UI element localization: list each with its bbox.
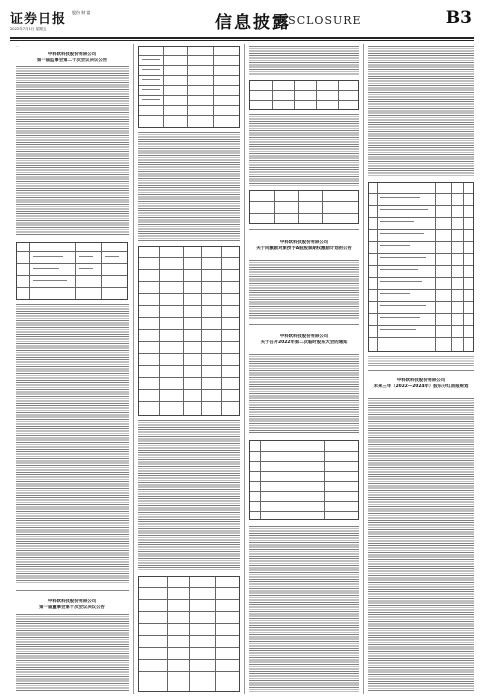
notice-body-text bbox=[16, 614, 129, 692]
masthead-logo: 证券日报 bbox=[10, 12, 67, 27]
notice-title: 关于向激励对象授予A股股票期权激励计划的公告 bbox=[256, 246, 352, 251]
page-number: B3 bbox=[445, 8, 472, 28]
page-header bbox=[10, 6, 474, 38]
notice-company: 中科软科技股份有限公司 bbox=[279, 334, 329, 339]
notice-code: — bbox=[16, 45, 19, 48]
notice-body-text bbox=[368, 356, 474, 366]
data-table bbox=[138, 246, 240, 416]
data-table bbox=[249, 190, 359, 224]
notice-separator bbox=[16, 590, 129, 591]
notice-separator bbox=[368, 370, 474, 371]
column-divider bbox=[133, 44, 134, 694]
notice-body-text bbox=[249, 46, 359, 76]
column-divider bbox=[244, 44, 245, 694]
notice-body-text bbox=[249, 354, 359, 434]
data-table bbox=[16, 242, 128, 300]
column-divider bbox=[363, 44, 364, 694]
notice-company: 中科软科技股份有限公司 bbox=[47, 599, 97, 604]
notice-body-text bbox=[16, 66, 129, 236]
notice-separator bbox=[249, 229, 359, 230]
data-table bbox=[138, 46, 240, 128]
issue-date: 2022年7月1日 星期五 bbox=[10, 27, 47, 31]
notice-body-text bbox=[368, 398, 474, 692]
notice-company: 中科软科技股份有限公司 bbox=[396, 378, 446, 383]
data-table bbox=[249, 80, 359, 110]
notice-body-text bbox=[249, 526, 359, 692]
section-subtitle: DISCLOSURE bbox=[273, 14, 362, 27]
notice-body-text bbox=[138, 420, 240, 570]
notice-body-text bbox=[249, 114, 359, 186]
notice-title: 未来三年（2022—2024年）股东分红回报规划 bbox=[373, 384, 469, 389]
data-table bbox=[249, 440, 359, 520]
notice-separator bbox=[249, 324, 359, 325]
notice-title: 第一届监事会第二十次会议决议公告 bbox=[36, 58, 108, 63]
header-rule bbox=[10, 37, 474, 39]
section-title: 信息披露 bbox=[215, 13, 291, 33]
notice-body-text bbox=[368, 46, 474, 176]
data-table bbox=[368, 182, 474, 352]
masthead-tagline: 股份 财 富 bbox=[72, 10, 91, 15]
data-table bbox=[138, 576, 240, 692]
notice-company: 中科软科技股份有限公司 bbox=[47, 52, 97, 57]
notice-title: 关于召开2022年第二次临时股东大会的通知 bbox=[260, 340, 348, 345]
notice-title: 第一届董事会第十次会议决议公告 bbox=[39, 605, 105, 610]
notice-body-text bbox=[249, 260, 359, 320]
notice-body-text bbox=[138, 132, 240, 242]
header-rule-thin bbox=[10, 40, 474, 41]
notice-company: 中科软科技股份有限公司 bbox=[279, 240, 329, 245]
notice-body-text bbox=[16, 304, 129, 584]
